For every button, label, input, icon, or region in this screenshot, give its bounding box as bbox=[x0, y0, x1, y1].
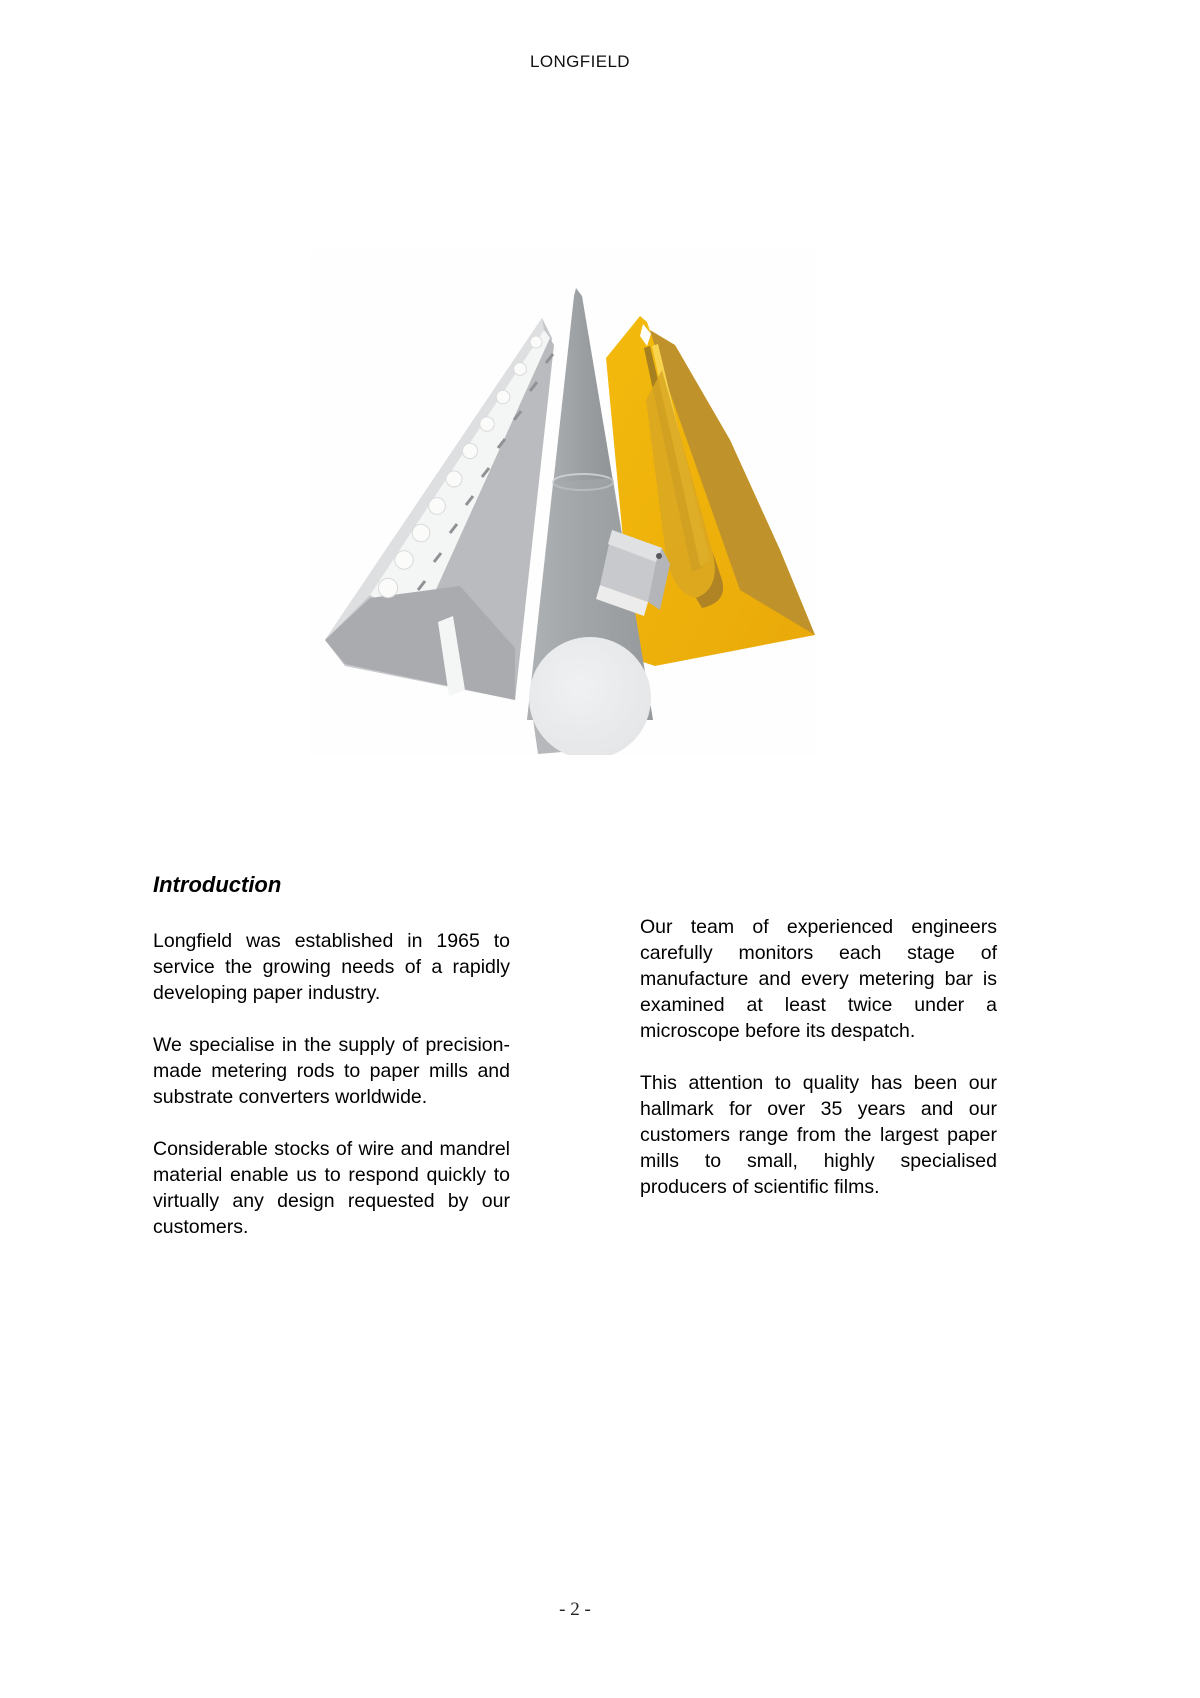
clamp-hole bbox=[656, 553, 662, 559]
paragraph: We specialise in the supply of precision-made metering rods to paper mills and substrate converters worldwide. bbox=[153, 1034, 510, 1108]
rod-end-face bbox=[529, 637, 651, 755]
metering-rods-illustration bbox=[310, 250, 817, 755]
section-heading: Introduction bbox=[153, 872, 282, 897]
page-number: - 2 - bbox=[559, 1599, 591, 1620]
paragraph: This attention to quality has been our hallmark for over 35 years and our customers range from the largest paper mills to small, highly specialised producers of scientific films. bbox=[640, 1072, 997, 1198]
two-column-text bbox=[153, 872, 997, 1266]
metering-rods-figure bbox=[310, 250, 817, 755]
paragraph: Longfield was established in 1965 to service the growing needs of a rapidly developing paper industry. bbox=[153, 930, 510, 1004]
paragraph: Considerable stocks of wire and mandrel material enable us to respond quickly to virtually any design requested by our customers. bbox=[153, 1138, 510, 1238]
paragraph: Our team of experienced engineers carefully monitors each stage of manufacture and every metering bar is examined at least twice under a microscope before its despatch. bbox=[640, 916, 997, 1042]
left-column bbox=[153, 872, 510, 1266]
page-header-title: LONGFIELD bbox=[530, 52, 630, 71]
silver-bar-shape bbox=[325, 318, 554, 700]
right-column bbox=[640, 872, 997, 1266]
